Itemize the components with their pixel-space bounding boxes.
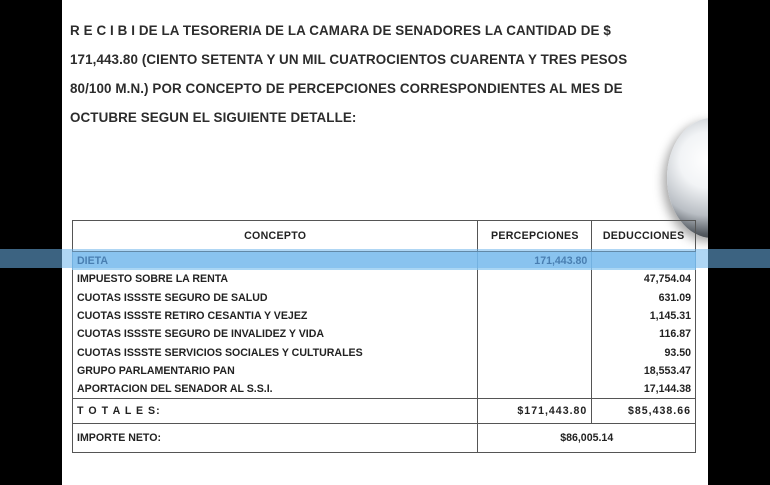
- row-deduction: 631.09: [592, 289, 696, 307]
- highlight-band: [0, 249, 770, 268]
- header-deducciones: DEDUCCIONES: [592, 221, 696, 252]
- header-concepto: CONCEPTO: [73, 221, 478, 252]
- table-row: [73, 343, 696, 361]
- table-header-row: [73, 221, 696, 252]
- row-concept: APORTACION DEL SENADOR AL S.S.I.: [73, 380, 478, 399]
- table-row: [73, 307, 696, 325]
- row-deduction: 93.50: [592, 343, 696, 361]
- receipt-paragraph: [70, 16, 702, 132]
- receipt-line-4: OCTUBRE SEGUN EL SIGUIENTE DETALLE:: [70, 110, 357, 125]
- row-deduction: 116.87: [592, 325, 696, 343]
- row-concept: IMPUESTO SOBRE LA RENTA: [73, 270, 478, 288]
- row-deduction: 17,144.38: [592, 380, 696, 399]
- row-perception: [478, 343, 592, 361]
- table-row: [73, 362, 696, 380]
- row-concept: CUOTAS ISSSTE RETIRO CESANTIA Y VEJEZ: [73, 307, 478, 325]
- net-row: [73, 424, 696, 453]
- receipt-line-3: 80/100 M.N.) POR CONCEPTO DE PERCEPCIONES CORRESPONDIENTES AL MES DE: [70, 81, 623, 96]
- row-perception: [478, 270, 592, 288]
- receipt-line-1: R E C I B I DE LA TESORERIA DE LA CAMARA DE SENADORES LA CANTIDAD DE $: [70, 23, 611, 38]
- totals-perception: $171,443.80: [478, 399, 592, 424]
- table-row: [73, 380, 696, 399]
- row-perception: [478, 325, 592, 343]
- row-deduction: 18,553.47: [592, 362, 696, 380]
- totals-row: [73, 399, 696, 424]
- row-deduction: 1,145.31: [592, 307, 696, 325]
- net-value: $86,005.14: [478, 424, 696, 453]
- row-concept: GRUPO PARLAMENTARIO PAN: [73, 362, 478, 380]
- table-row: [73, 289, 696, 307]
- row-deduction: 47,754.04: [592, 270, 696, 288]
- totals-deduction: $85,438.66: [592, 399, 696, 424]
- row-perception: [478, 307, 592, 325]
- row-concept: CUOTAS ISSSTE SERVICIOS SOCIALES Y CULTURALES: [73, 343, 478, 361]
- receipt-line-2: 171,443.80 (CIENTO SETENTA Y UN MIL CUATROCIENTOS CUARENTA Y TRES PESOS: [70, 52, 628, 67]
- row-perception: [478, 380, 592, 399]
- net-label: IMPORTE NETO:: [73, 424, 478, 453]
- table-row: [73, 325, 696, 343]
- receipt-document: [62, 0, 708, 485]
- table-row: [73, 270, 696, 288]
- row-concept: CUOTAS ISSSTE SEGURO DE SALUD: [73, 289, 478, 307]
- totals-label: T O T A L E S:: [73, 399, 478, 424]
- row-concept: CUOTAS ISSSTE SEGURO DE INVALIDEZ Y VIDA: [73, 325, 478, 343]
- header-percepciones: PERCEPCIONES: [478, 221, 592, 252]
- row-perception: [478, 362, 592, 380]
- row-perception: [478, 289, 592, 307]
